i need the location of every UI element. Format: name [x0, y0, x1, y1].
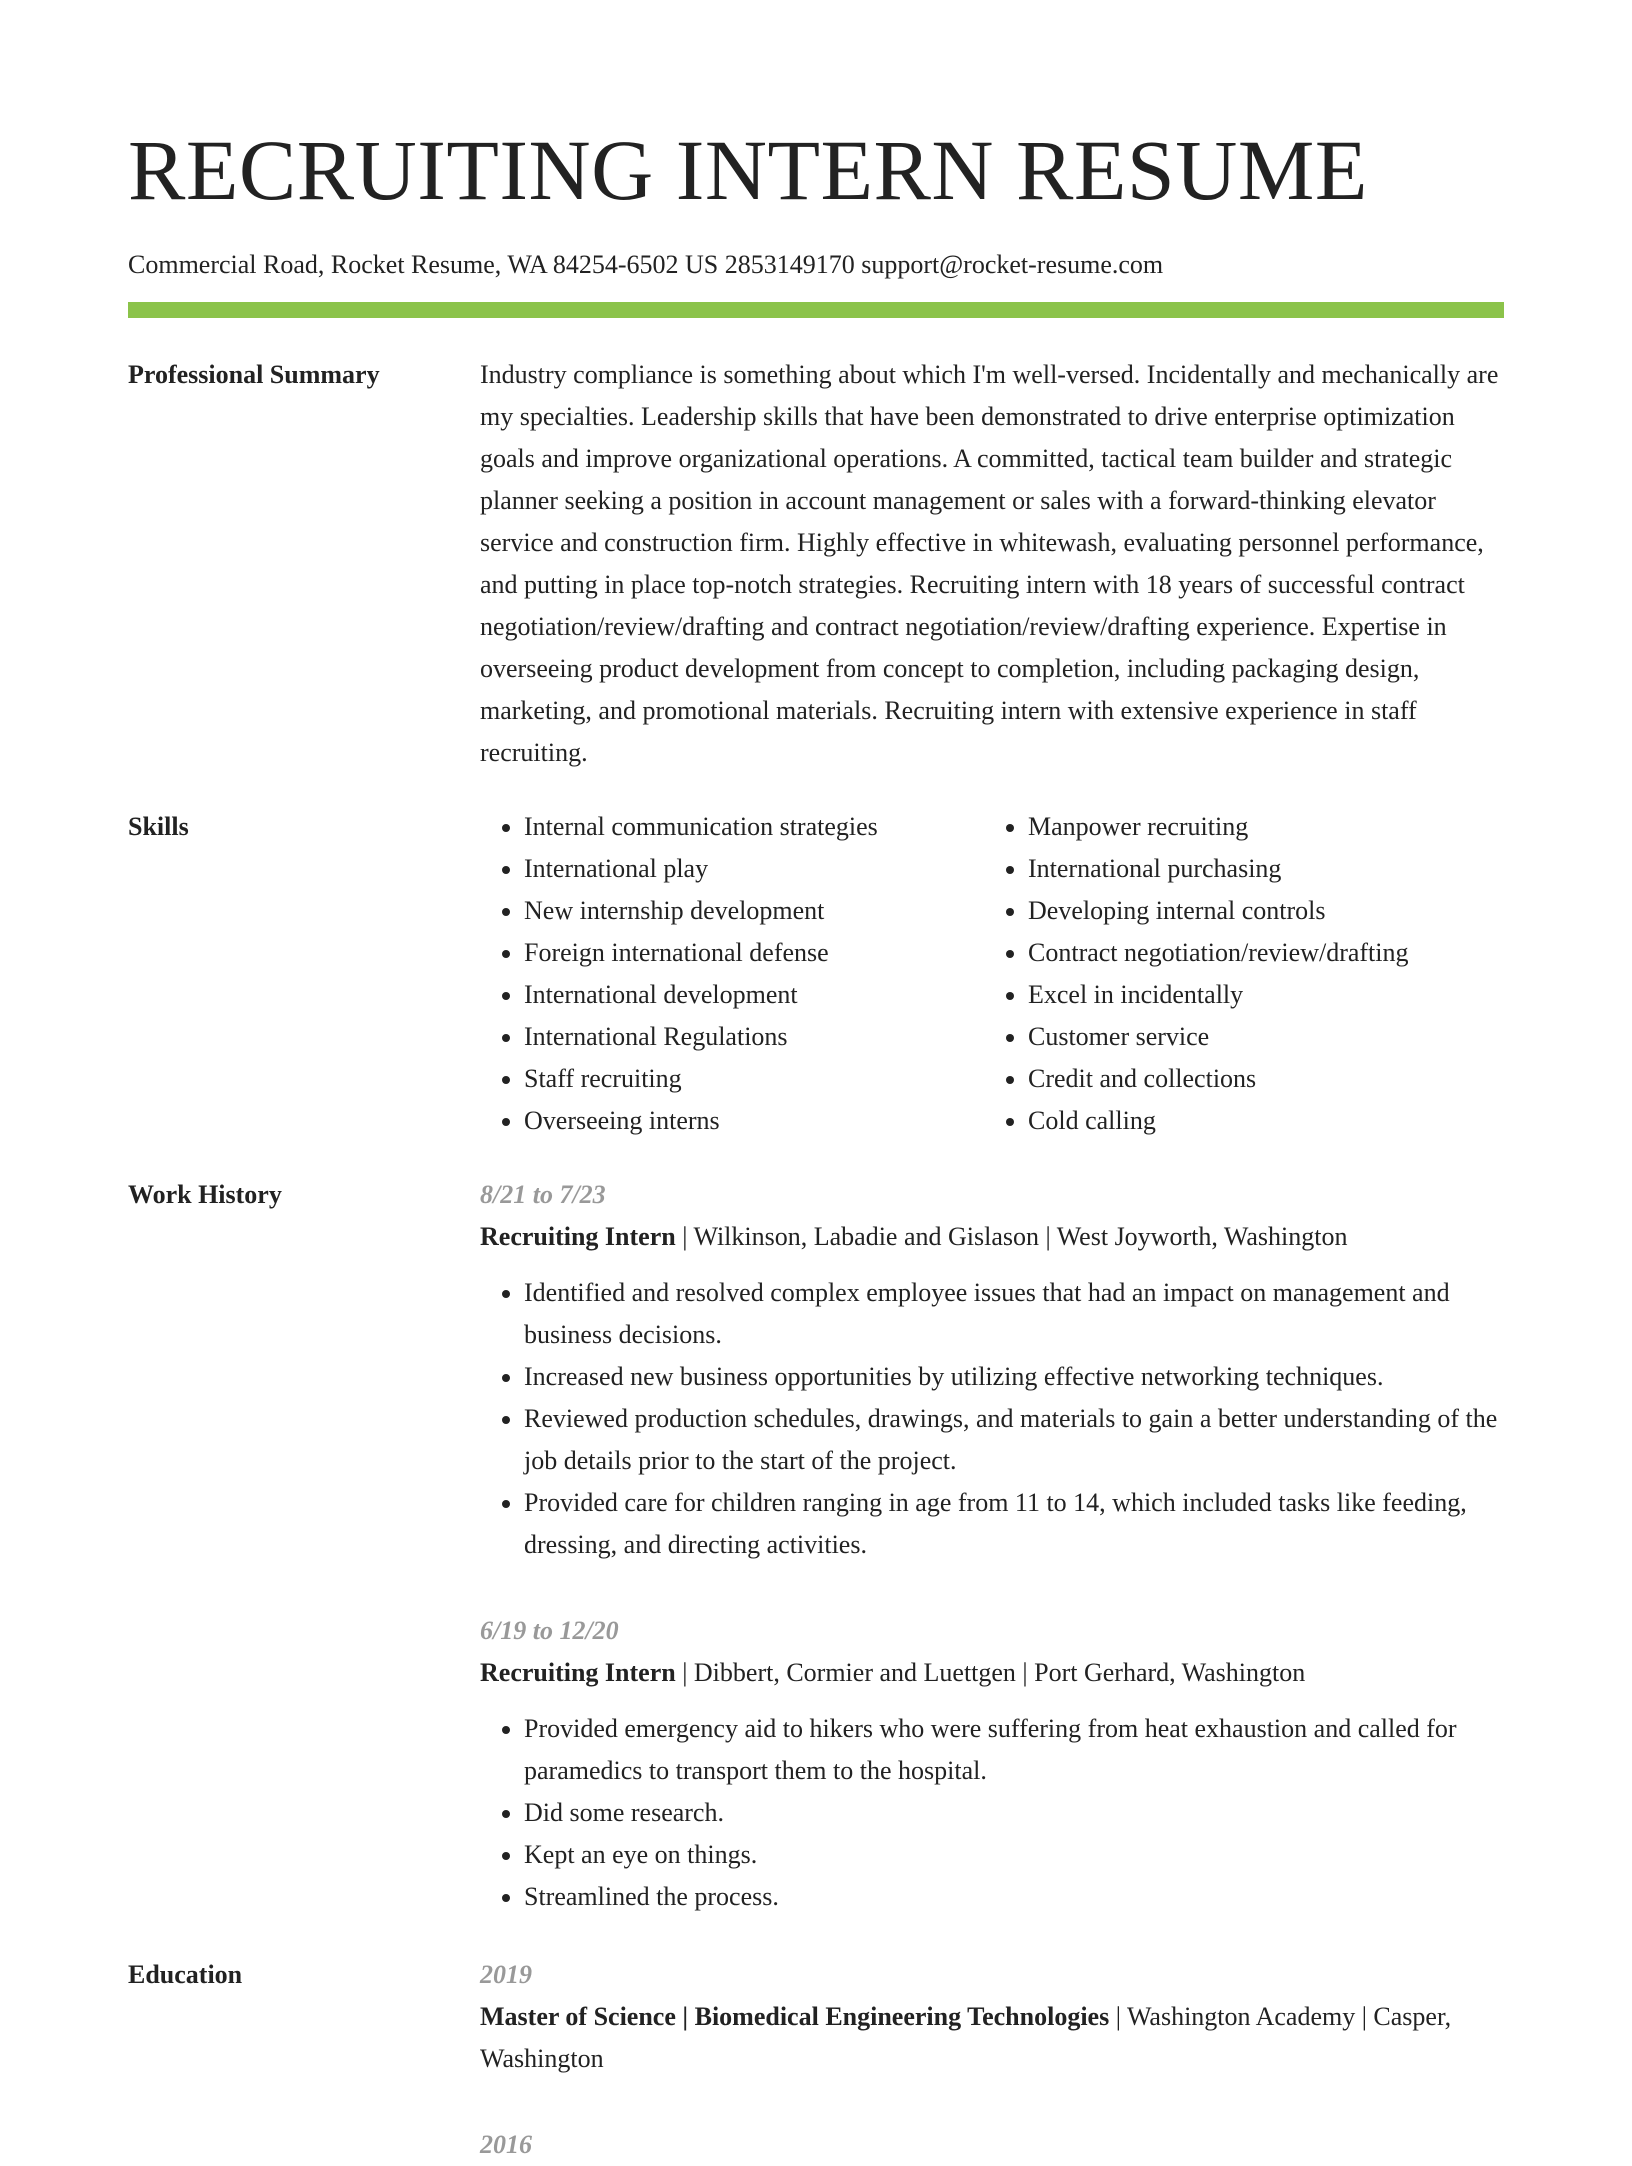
skill-item: • Cold calling [1028, 1100, 1488, 1142]
resume-page [128, 120, 1504, 2166]
education-degree-line [480, 1996, 1504, 2080]
education-section [128, 1954, 1504, 2166]
job-title: Recruiting Intern [480, 1658, 676, 1687]
summary-section [128, 354, 1504, 774]
job-details: | Wilkinson, Labadie and Gislason | West Joyworth, Washington [675, 1222, 1348, 1251]
contact-line: Commercial Road, Rocket Resume, WA 84254-6502 US 2853149170 support@rocket-resume.com [128, 250, 1164, 279]
job-bullet: • Identified and resolved complex employee issues that had an impact on management and business decisions. [524, 1272, 1504, 1356]
education-label: Education [128, 1960, 243, 1989]
skill-item: • Credit and collections [1028, 1058, 1488, 1100]
skill-item: • Manpower recruiting [1028, 806, 1488, 848]
resume-title: RECRUITING INTERN RESUME [128, 122, 1368, 218]
job-role-line [480, 1652, 1504, 1694]
skills-list-right [984, 806, 1488, 1142]
job-bullet: • Did some research. [524, 1792, 1504, 1834]
job-bullet: • Reviewed production schedules, drawings, and materials to gain a better understanding of the job details prior to the start of the project. [524, 1398, 1504, 1482]
skill-item: • Overseeing interns [524, 1100, 984, 1142]
work-history-section [128, 1174, 1504, 1954]
skill-item: • International development [524, 974, 984, 1016]
skill-item: • Excel in incidentally [1028, 974, 1488, 1016]
job-dates: 8/21 to 7/23 [480, 1180, 606, 1209]
education-year-next: 2016 [480, 2130, 532, 2159]
job-bullets [480, 1272, 1504, 1566]
skill-item: • Contract negotiation/review/drafting [1028, 932, 1488, 974]
job-bullet: • Provided care for children ranging in age from 11 to 14, which included tasks like feeding, dressing, and directing activities. [524, 1482, 1504, 1566]
skill-item: • International purchasing [1028, 848, 1488, 890]
job-bullets [480, 1708, 1504, 1918]
skills-label: Skills [128, 812, 189, 841]
job-bullet: • Provided emergency aid to hikers who were suffering from heat exhaustion and called for paramedics to transport them to the hospital. [524, 1708, 1504, 1792]
job-bullet: • Streamlined the process. [524, 1876, 1504, 1918]
skill-item: • Staff recruiting [524, 1058, 984, 1100]
summary-text: Industry compliance is something about which I'm well-versed. Incidentally and mechanically are my specialties. Leadership skills that have been demonstrated to drive enterprise optimization goals and improve organizational operations. A committed, tactical team builder and strategic planner seeking a position in account management or sales with a forward-thinking elevator service and construction firm. Highly effective in whitewash, evaluating personnel performance, and putting in place top-notch strategies. Recruiting intern with 18 years of successful contract negotiation/review/drafting and contract negotiation/review/drafting experience. Expertise in overseeing product development from concept to completion, including packaging design, marketing, and promotional materials. Recruiting intern with extensive experience in staff recruiting. [480, 360, 1499, 767]
skill-item: • New internship development [524, 890, 984, 932]
job-title: Recruiting Intern [480, 1222, 676, 1251]
skill-item: • International Regulations [524, 1016, 984, 1058]
skills-section [128, 806, 1504, 1142]
education-year: 2019 [480, 1960, 532, 1989]
skill-item: • International play [524, 848, 984, 890]
job-role-line [480, 1216, 1504, 1258]
job-details: | Dibbert, Cormier and Luettgen | Port Gerhard, Washington [675, 1658, 1306, 1687]
job-dates: 6/19 to 12/20 [480, 1616, 619, 1645]
skill-item: • Internal communication strategies [524, 806, 984, 848]
accent-divider [128, 302, 1504, 318]
work-history-label: Work History [128, 1180, 282, 1209]
skill-item: • Foreign international defense [524, 932, 984, 974]
job-entry [480, 1610, 1504, 1918]
job-entry [480, 1174, 1504, 1566]
skill-item: • Developing internal controls [1028, 890, 1488, 932]
skill-item: • Customer service [1028, 1016, 1488, 1058]
education-details: | Washington Academy | Casper, Washington [480, 2002, 1452, 2073]
education-entry [480, 1954, 1504, 2080]
education-degree: Master of Science | Biomedical Engineering Technologies [480, 2002, 1110, 2031]
job-bullet: • Kept an eye on things. [524, 1834, 1504, 1876]
skills-list-left [480, 806, 984, 1142]
job-bullet: • Increased new business opportunities by utilizing effective networking techniques. [524, 1356, 1504, 1398]
summary-label: Professional Summary [128, 360, 380, 389]
